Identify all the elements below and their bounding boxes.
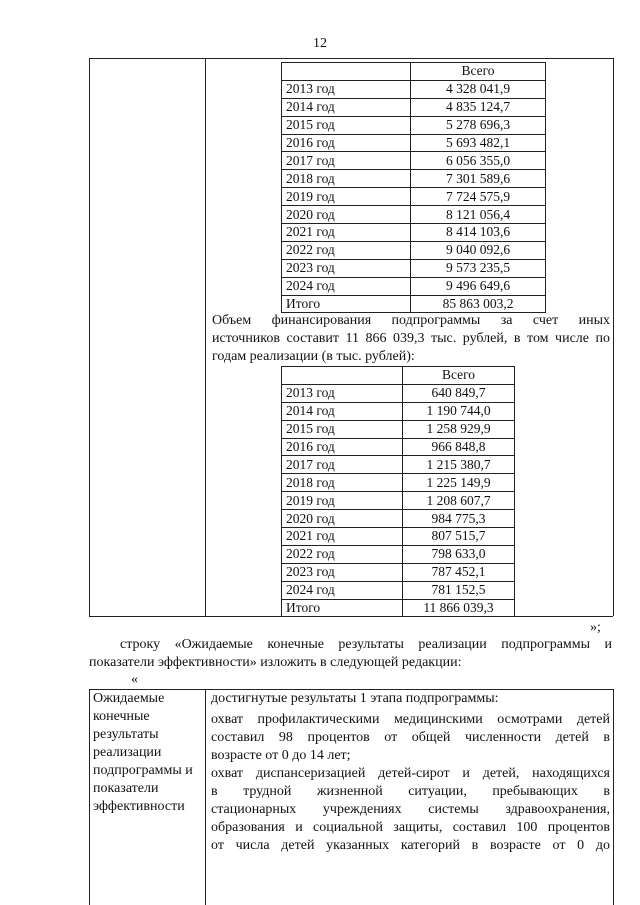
- upper-frame-divider: [205, 58, 206, 616]
- header-total: Всего: [411, 63, 546, 81]
- table-row: 2017 год 1 215 380,7: [282, 456, 515, 474]
- upper-frame-top: [89, 58, 613, 59]
- table-row: 2015 год 5 278 696,3: [282, 116, 546, 134]
- table-row-total: Итого 85 863 003,2: [282, 295, 546, 313]
- label-line: результаты: [93, 727, 159, 742]
- table-row: 2016 год 966 848,8: [282, 438, 515, 456]
- table-row: 2022 год 9 040 092,6: [282, 241, 546, 259]
- content-line: стационарных учреждениях системы здравоохранения,: [211, 802, 610, 817]
- label-line: эффективности: [93, 799, 185, 814]
- closing-quote: »;: [590, 620, 601, 635]
- bottom-frame-divider: [205, 689, 206, 905]
- bottom-frame-right: [613, 689, 614, 905]
- financing-text-line-3: годам реализации (в тыс. рублей):: [212, 349, 415, 364]
- upper-frame-left: [89, 58, 90, 616]
- table-row: 2021 год 807 515,7: [282, 528, 515, 546]
- table-header-row: [282, 367, 515, 385]
- table-row: 2023 год 9 573 235,5: [282, 259, 546, 277]
- content-line: охват диспансеризацией детей-сирот и детей, находящихся: [211, 766, 610, 781]
- table-row: 2020 год 8 121 056,4: [282, 206, 546, 224]
- label-line: Ожидаемые: [93, 691, 165, 706]
- table-row: 2016 год 5 693 482,1: [282, 134, 546, 152]
- instruction-line-1: строку «Ожидаемые конечные результаты реализации подпрограммы и: [120, 637, 612, 652]
- page-number: 12: [313, 36, 327, 51]
- table-row: 2021 год 8 414 103,6: [282, 224, 546, 242]
- content-line: составил 98 процентов от общей численности детей в: [211, 730, 610, 745]
- bottom-frame-top: [89, 689, 613, 690]
- table-row: 2013 год 640 849,7: [282, 384, 515, 402]
- table-row: 2023 год 787 452,1: [282, 563, 515, 581]
- content-line: в трудной жизненной ситуации, пребывающих в: [211, 784, 610, 799]
- financing-table-total: [281, 62, 546, 313]
- table-row: 2014 год 4 835 124,7: [282, 98, 546, 116]
- content-line: охват профилактическими медицинскими осмотрами детей: [211, 712, 610, 727]
- content-line: образования и социальной защиты, составил 100 процентов: [211, 820, 610, 835]
- table-row: 2020 год 984 775,3: [282, 510, 515, 528]
- label-line: конечные: [93, 709, 150, 724]
- table-row: 2015 год 1 258 929,9: [282, 420, 515, 438]
- table-row: 2014 год 1 190 744,0: [282, 402, 515, 420]
- label-line: реализации: [93, 745, 162, 760]
- financing-text-line-2: источников составит 11 866 039,3 тыс. рублей, в том числе по: [212, 331, 610, 346]
- label-line: подпрограммы и: [93, 763, 193, 778]
- table-row: 2013 год 4 328 041,9: [282, 80, 546, 98]
- label-line: показатели: [93, 781, 159, 796]
- opening-quote: «: [131, 672, 138, 687]
- bottom-frame-left: [89, 689, 90, 905]
- financing-text-line-1: Объем финансирования подпрограммы за счет иных: [212, 313, 610, 328]
- table-row: 2019 год 7 724 575,9: [282, 188, 546, 206]
- table-header-row: [282, 63, 546, 81]
- content-line: возрасте от 0 до 14 лет;: [211, 748, 351, 763]
- header-total: Всего: [403, 367, 515, 385]
- table-row: 2017 год 6 056 355,0: [282, 152, 546, 170]
- table-row: 2024 год 781 152,5: [282, 581, 515, 599]
- table-row: 2019 год 1 208 607,7: [282, 492, 515, 510]
- table-row: 2024 год 9 496 649,6: [282, 277, 546, 295]
- table-row: 2018 год 7 301 589,6: [282, 170, 546, 188]
- financing-table-other-sources: [281, 366, 515, 617]
- content-line: достигнутые результаты 1 этапа подпрограммы:: [211, 691, 499, 706]
- upper-frame-right: [613, 58, 614, 616]
- instruction-line-2: показатели эффективности» изложить в следующей редакции:: [89, 655, 462, 670]
- content-line: от числа детей указанных категорий в возрасте от 0 до: [211, 838, 610, 853]
- table-row: 2018 год 1 225 149,9: [282, 474, 515, 492]
- table-row-total: Итого 11 866 039,3: [282, 599, 515, 617]
- table-row: 2022 год 798 633,0: [282, 545, 515, 563]
